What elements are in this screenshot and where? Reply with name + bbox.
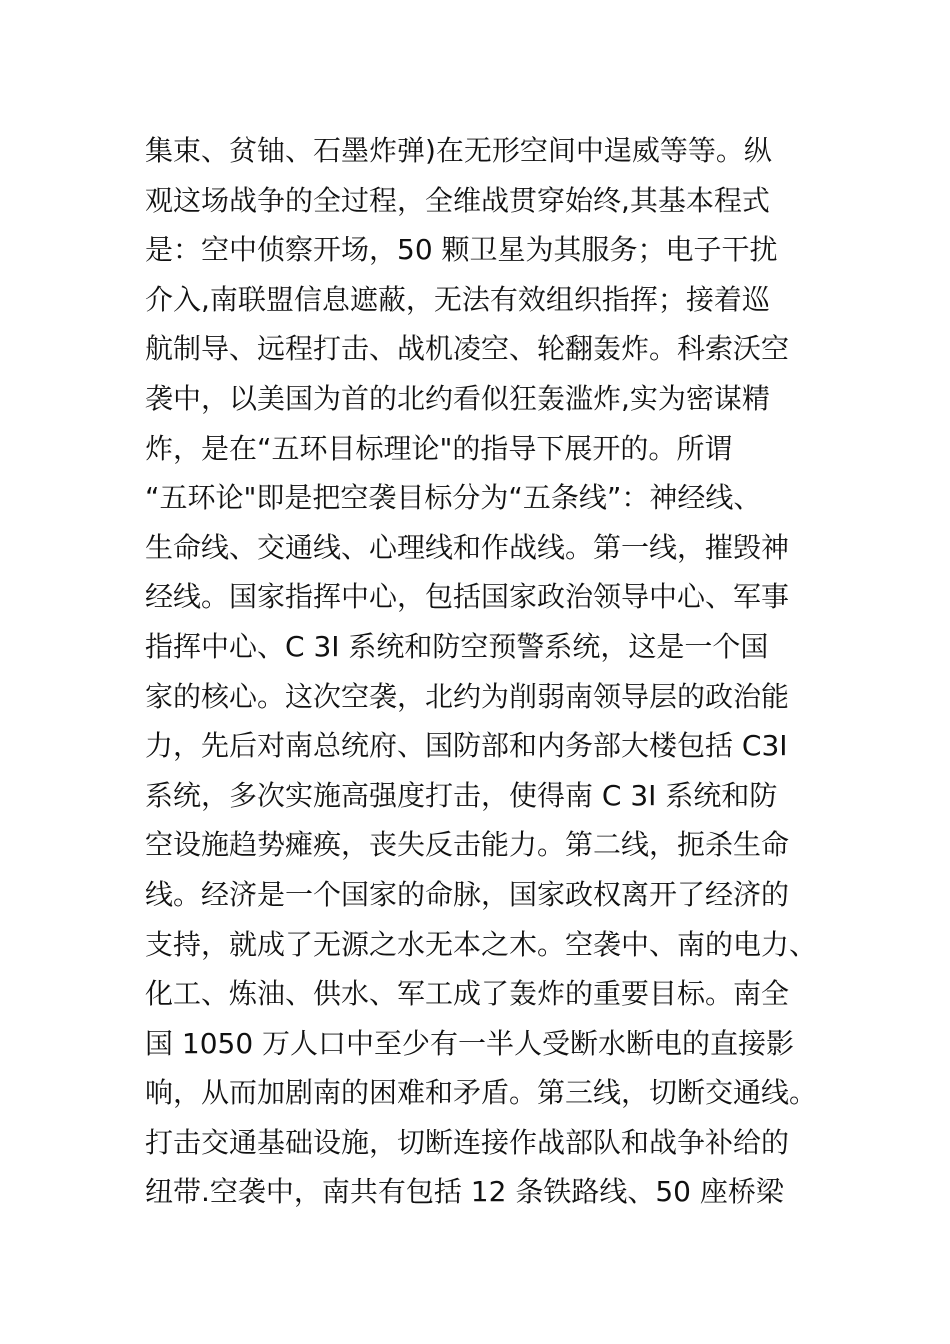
text-line: 指挥中心、C 3I 系统和防空预警系统，这是一个国 (145, 629, 769, 663)
text-line: 支持，就成了无源之水无本之木。空袭中、南的电力、 (145, 927, 818, 961)
text-line: 国 1050 万人口中至少有一半人受断水断电的直接影 (145, 1026, 795, 1060)
text-line: 化工、炼油、供水、军工成了轰炸的重要目标。南全 (145, 977, 790, 1011)
text-line: 经线。国家指挥中心，包括国家政治领导中心、军事 (145, 580, 790, 614)
text-line: 袭中，以美国为首的北约看似狂轰滥炸,实为密谋精 (145, 381, 770, 415)
text-line: 打击交通基础设施，切断连接作战部队和战争补给的 (145, 1125, 790, 1159)
text-line: “五环论"即是把空袭目标分为“五条线”：神经线、 (145, 481, 762, 515)
text-line: 线。经济是一个国家的命脉，国家政权离开了经济的 (145, 877, 790, 911)
text-line: 航制导、远程打击、战机凌空、轮翻轰炸。科索沃空 (145, 332, 790, 366)
text-line: 纽带.空袭中，南共有包括 12 条铁路线、50 座桥梁 (145, 1175, 784, 1209)
text-line: 响，从而加剧南的困难和矛盾。第三线，切断交通线。 (145, 1076, 818, 1110)
text-line: 系统，多次实施高强度打击，使得南 C 3I 系统和防 (145, 778, 778, 812)
text-line: 炸，是在“五环目标理论"的指导下展开的。所谓 (145, 431, 733, 465)
text-line: 力，先后对南总统府、国防部和内务部大楼包括 C3I (145, 729, 788, 763)
text-line: 是：空中侦察开场，50 颗卫星为其服务；电子干扰 (145, 233, 778, 267)
text-line: 介入,南联盟信息遮蔽，无法有效组织指挥；接着巡 (145, 282, 770, 316)
body-text (145, 126, 835, 1217)
text-line: 家的核心。这次空袭，北约为削弱南领导层的政治能 (145, 679, 790, 713)
text-line: 观这场战争的全过程，全维战贯穿始终,其基本程式 (145, 183, 770, 217)
text-line: 生命线、交通线、心理线和作战线。第一线，摧毁神 (145, 530, 790, 564)
text-line: 集束、贫铀、石墨炸弹)在无形空间中逞威等等。纵 (145, 134, 772, 167)
text-line: 空设施趋势瘫痪，丧失反击能力。第二线，扼杀生命 (145, 828, 790, 862)
